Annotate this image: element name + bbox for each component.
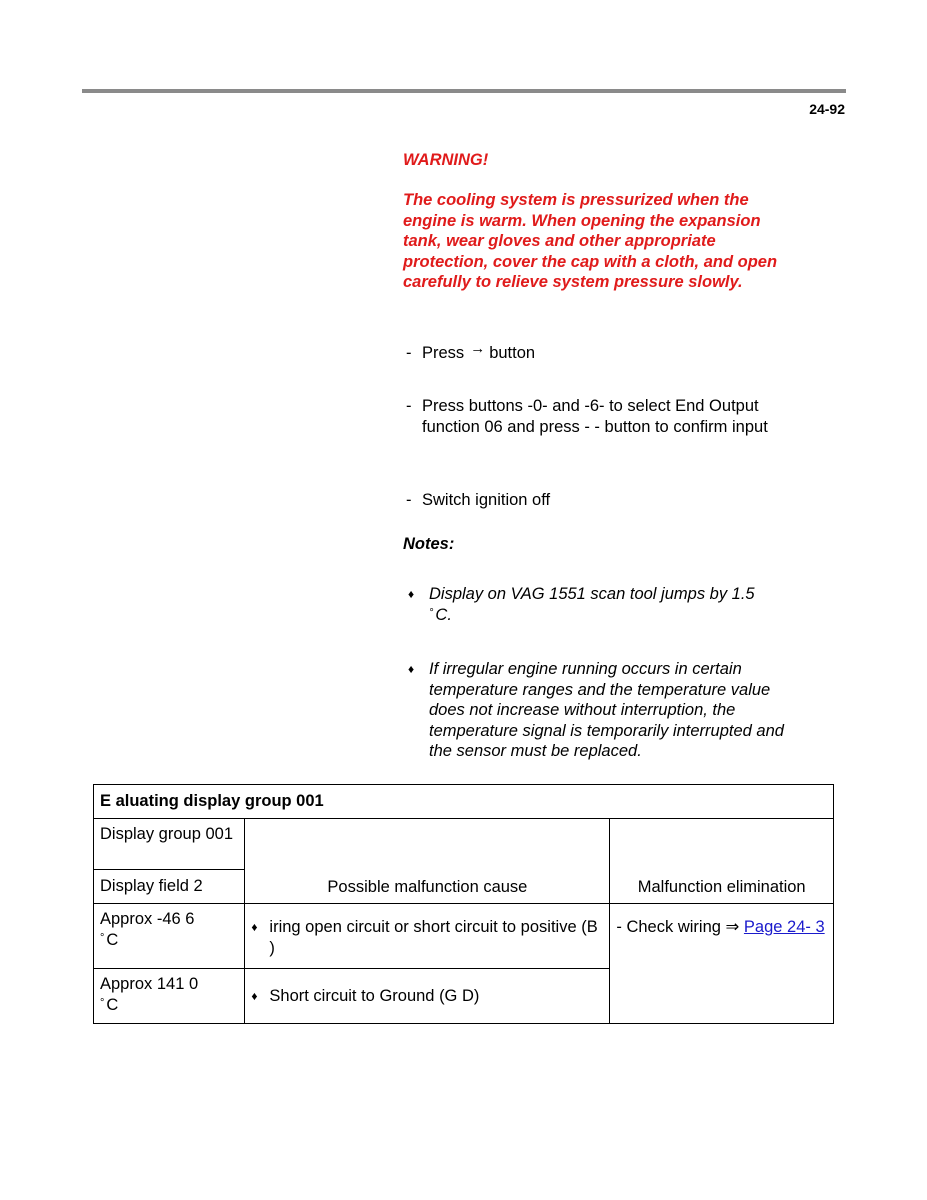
step-text: Switch ignition off (422, 491, 551, 509)
cause-cell (245, 969, 610, 1024)
header-elimination: Malfunction elimination (610, 819, 834, 904)
cause-text: Short circuit to Ground (G D) (269, 986, 480, 1005)
warning-body: The cooling system is pressurized when the engine is warm. When opening the expansion tank, wear gloves and other appropriate protection, cover the cap with a cloth, and open carefully to relieve system pressure slowly. (403, 191, 778, 291)
step-press-arrow (403, 340, 803, 365)
cause-cell (245, 904, 610, 969)
elimination-cell (610, 904, 834, 1024)
diamond-bullet-icon: ♦ (408, 662, 415, 676)
note-text-end: C. (435, 605, 452, 624)
step-text-end: button (489, 344, 536, 362)
header-cause: Possible malfunction cause (245, 819, 610, 904)
degree-symbol: ° (429, 606, 434, 619)
diamond-bullet-icon: ♦ (251, 920, 258, 934)
warning-title: WARNING! (403, 151, 489, 169)
table-row (94, 904, 834, 969)
table-title: E aluating display group 001 (94, 785, 834, 819)
elimination-text: - Check wiring ⇒ (616, 918, 744, 936)
step-text: Press buttons -0- and -6- to select End Output function 06 and press - - button to confirm input (422, 397, 768, 436)
step-ignition-off (403, 490, 803, 511)
note-item (403, 659, 803, 762)
step-end-output (403, 396, 803, 437)
value-cell (94, 904, 245, 969)
diamond-bullet-icon: ♦ (408, 587, 415, 601)
degree-symbol: ° (100, 996, 105, 1009)
header-rule (82, 89, 846, 93)
step-dash: - (406, 397, 412, 415)
diamond-bullet-icon: ♦ (251, 988, 258, 1003)
display-field-cell: Display field 2 (94, 870, 245, 904)
value-text: Approx 141 0 (100, 975, 199, 993)
display-group-cell: Display group 001 (94, 819, 245, 870)
cause-text: iring open circuit or short circuit to positive (B ) (269, 918, 598, 957)
page-number: 24-92 (809, 101, 845, 117)
notes-title: Notes: (403, 535, 455, 553)
step-dash: - (406, 491, 412, 509)
arrow-right-icon: → (470, 340, 486, 357)
page-link[interactable]: Page 24- 3 (743, 918, 825, 936)
step-dash: - (406, 344, 412, 362)
note-text: Display on VAG 1551 scan tool jumps by 1.5 (429, 585, 755, 603)
note-text: If irregular engine running occurs in certain temperature ranges and the temperature value does not increase without interruption, the temperature signal is temporarily interrupted and the sensor must be replaced. (429, 660, 784, 760)
unit-text: C (106, 995, 119, 1014)
degree-symbol: ° (100, 931, 105, 944)
note-item (403, 584, 803, 627)
step-text: Press (422, 344, 465, 362)
display-group-table (93, 784, 834, 1024)
value-cell (94, 969, 245, 1024)
value-text: Approx -46 6 (100, 910, 195, 928)
unit-text: C (106, 930, 119, 949)
